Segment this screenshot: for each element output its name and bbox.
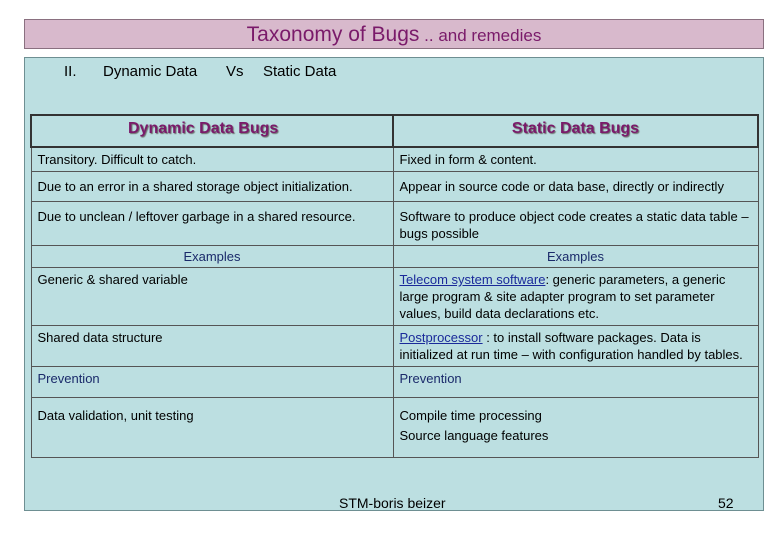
cell-left: Due to an error in a shared storage object initialization. [31,172,393,202]
cell-right [393,326,758,367]
examples-header-row [31,246,758,268]
cell-right: Fixed in form & content. [393,147,758,172]
prevention-header-row [31,367,758,398]
cell-left: Generic & shared variable [31,268,393,326]
table-row [31,202,758,246]
table-row [31,268,758,326]
cell-right: Appear in source code or data base, directly or indirectly [393,172,758,202]
title-sub: .. and remedies [419,26,542,45]
cell-right-text: : generic parameters, a generic large program & site adapter program to set parameter values, build data declarations etc. [399,272,726,321]
header-dynamic: Dynamic Data Bugs [31,115,393,147]
cell-right [393,398,758,458]
slide-title [25,23,763,47]
postprocessor-link[interactable]: Postprocessor [399,330,483,345]
cell-left: Data validation, unit testing [31,398,393,458]
cell-left: Transitory. Difficult to catch. [31,147,393,172]
footer-text: STM-boris beizer [339,495,446,511]
examples-right: Examples [393,246,758,268]
cell-left: Shared data structure [31,326,393,367]
table-row [31,398,758,458]
cell-right-line2: Source language features [399,428,549,443]
cell-right-text: : to install software packages. Data is initialized at run time – with configuration handled by tables. [399,330,743,362]
page-number: 52 [718,495,734,511]
title-bar [24,19,764,49]
section-number: II. [64,63,77,80]
table-row [31,147,758,172]
cell-right: Software to produce object code creates a static data table – bugs possible [393,202,758,246]
header-static: Static Data Bugs [393,115,758,147]
prevention-right: Prevention [393,367,758,398]
title-main: Taxonomy of Bugs [246,23,420,46]
cell-left: Due to unclean / leftover garbage in a shared resource. [31,202,393,246]
table-row [31,326,758,367]
cell-right [393,268,758,326]
table-row [31,172,758,202]
telecom-link[interactable]: Telecom system software [399,272,546,287]
table-header-row [31,115,758,147]
subtitle-vs: Vs [226,63,244,80]
subtitle-right: Static Data [263,63,337,80]
cell-right-line1: Compile time processing [399,408,542,423]
subtitle-left: Dynamic Data [103,63,198,80]
examples-left: Examples [31,246,393,268]
prevention-left: Prevention [31,367,393,398]
comparison-table [30,114,759,458]
